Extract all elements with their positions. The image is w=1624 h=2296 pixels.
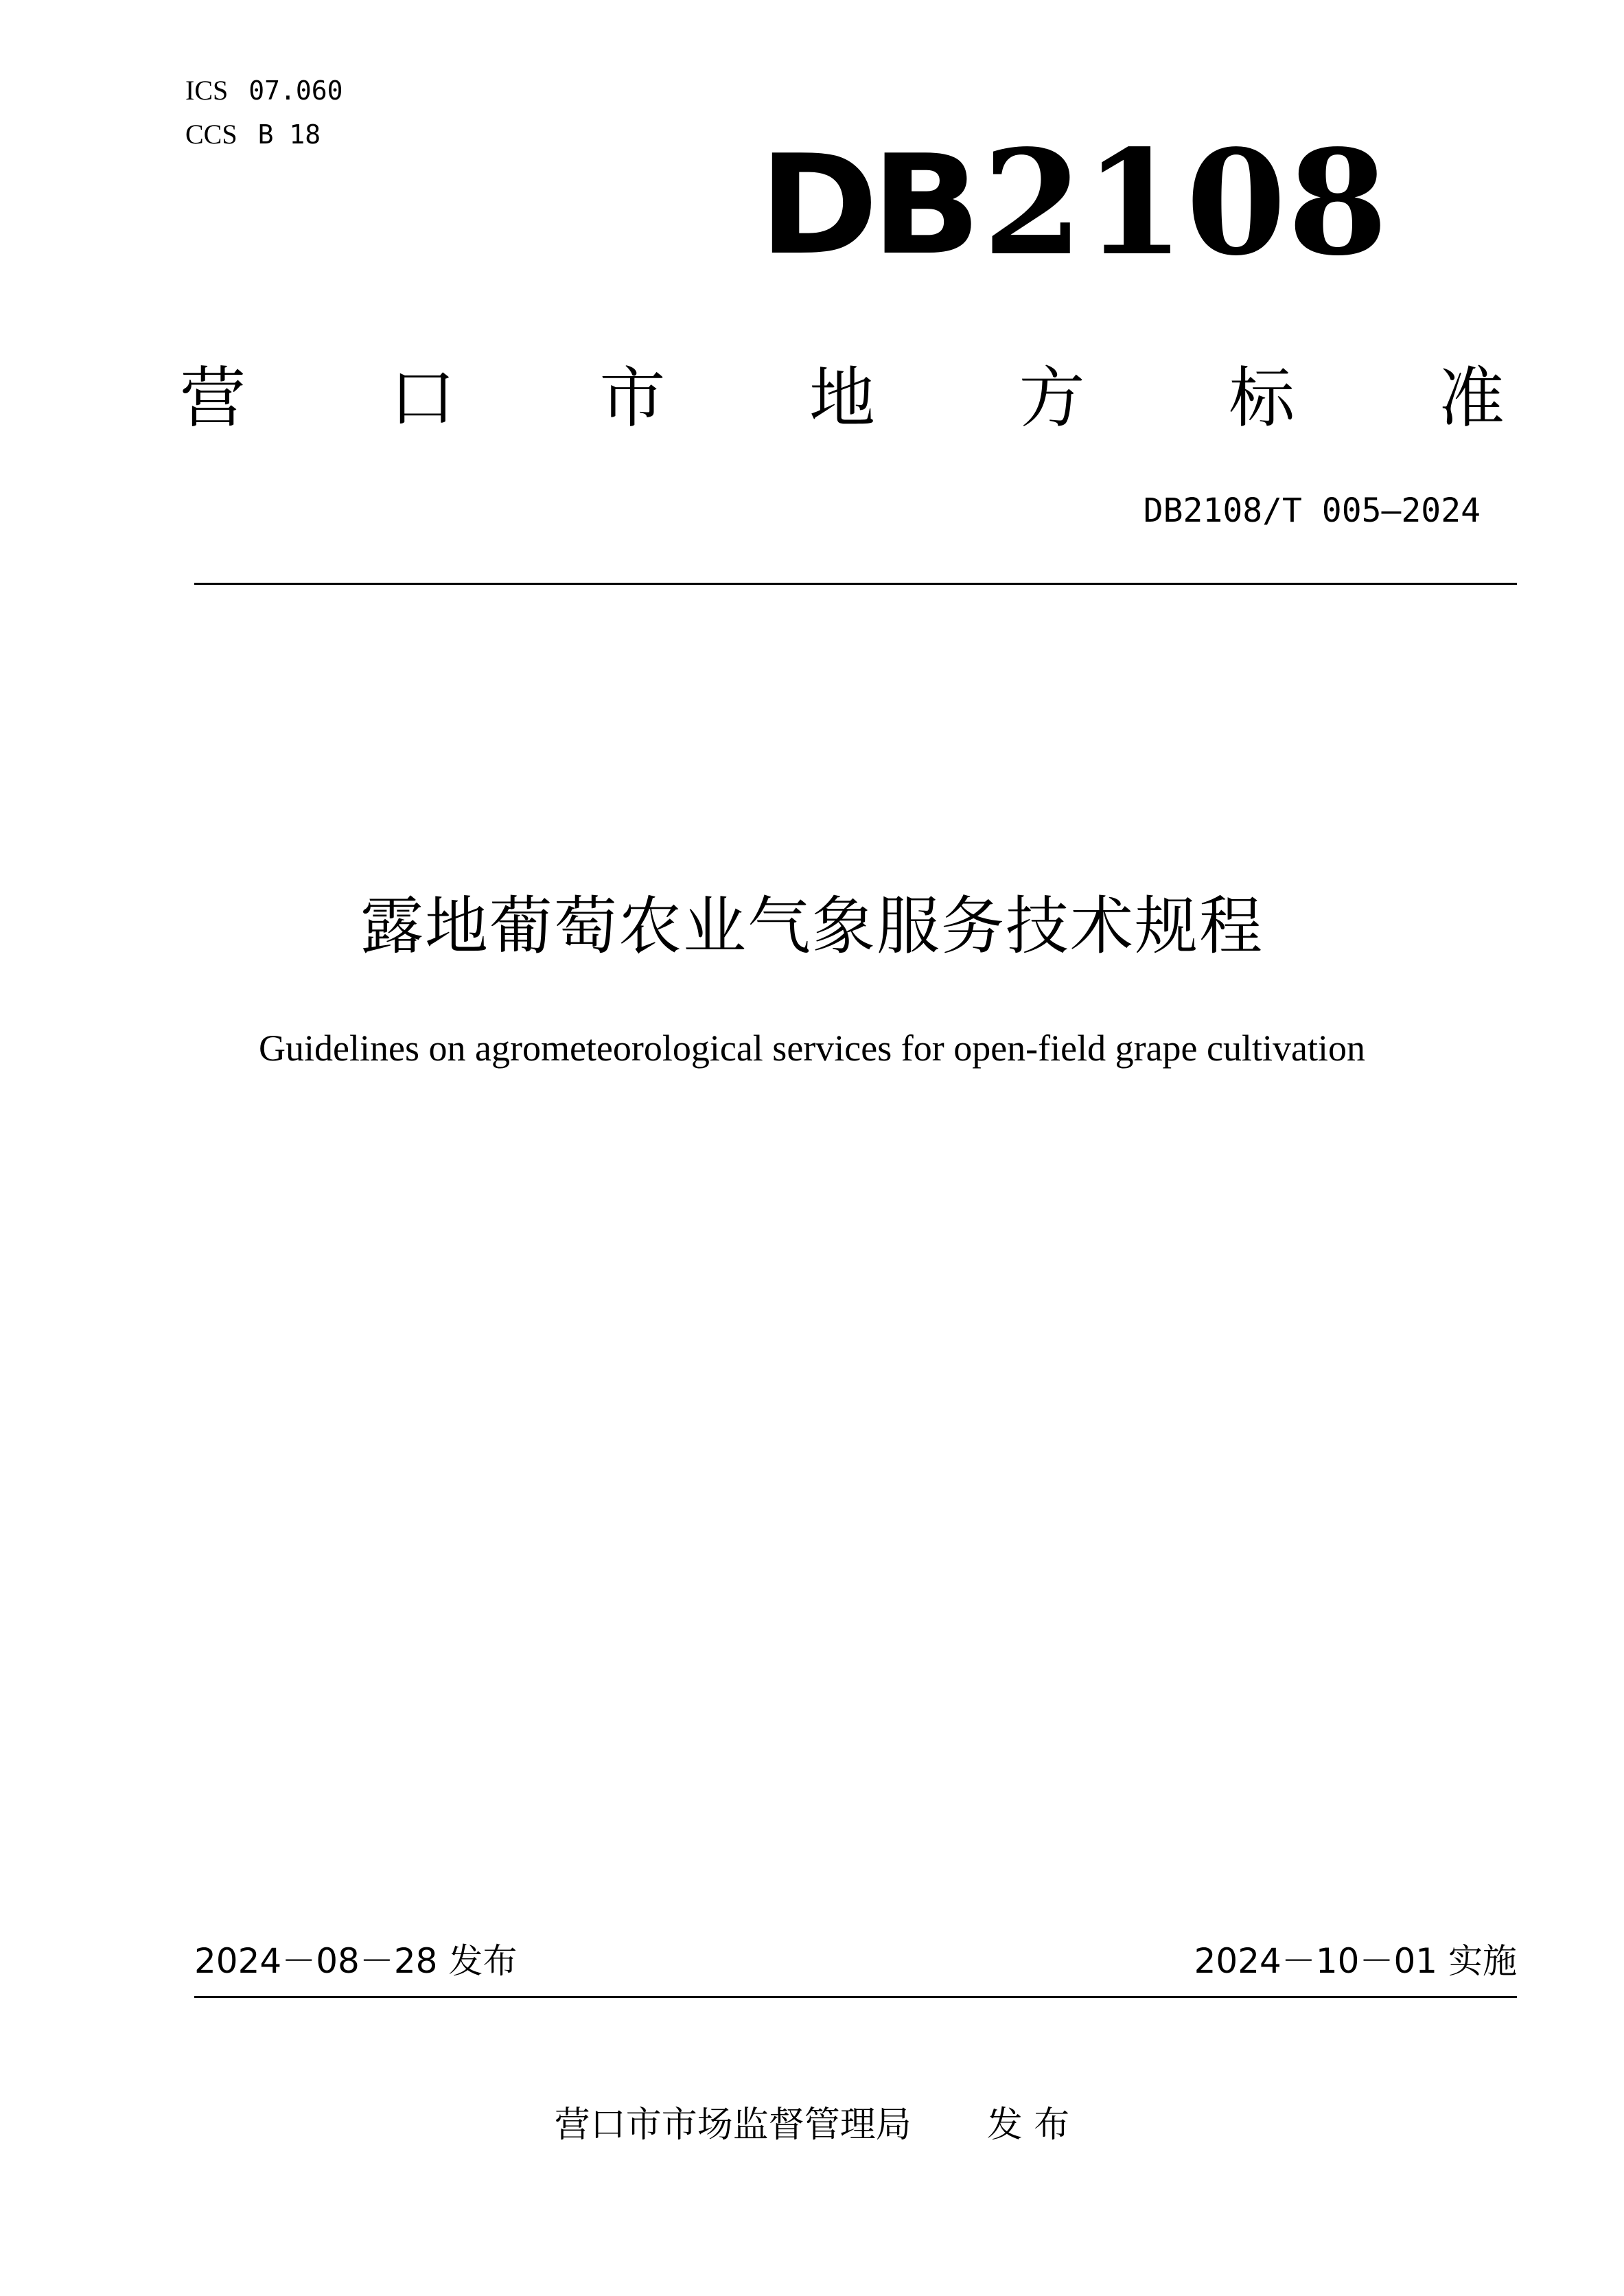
implementation-date: 2024－10－01 实施	[1194, 1941, 1517, 1981]
document-title-zh: 露地葡萄农业气象服务技术规程	[360, 890, 1264, 963]
ics-label: ICS	[185, 75, 229, 106]
logo-number: 2108	[982, 118, 1389, 288]
title-char: 准	[1438, 360, 1505, 437]
issue-word: 发 布	[986, 2104, 1070, 2146]
top-divider	[194, 583, 1517, 585]
ccs-label: CCS	[185, 119, 237, 150]
title-char: 口	[389, 360, 456, 437]
title-char: 方	[1019, 360, 1085, 437]
ccs-code	[185, 121, 321, 148]
issuer-name: 营口市市场监督管理局	[554, 2104, 912, 2146]
ics-value: 07.060	[248, 76, 343, 106]
issue-date: 2024－08－28 发布	[194, 1941, 518, 1981]
title-char: 地	[809, 360, 875, 437]
standard-number: DB2108/T 005—2024	[1143, 491, 1481, 530]
document-title-en: Guidelines on agrometeorological services for open-field grape cultivation	[259, 1028, 1365, 1069]
db-logo	[758, 118, 1389, 288]
ccs-value: B 18	[257, 119, 321, 150]
title-char: 市	[599, 360, 666, 437]
bottom-divider	[194, 1996, 1517, 1998]
title-char: 营	[180, 360, 246, 437]
issuer-line	[0, 2104, 1624, 2146]
logo-letters: DB	[758, 126, 974, 286]
standard-type-title	[180, 360, 1505, 436]
ics-code	[185, 77, 343, 104]
title-char: 标	[1229, 360, 1295, 437]
